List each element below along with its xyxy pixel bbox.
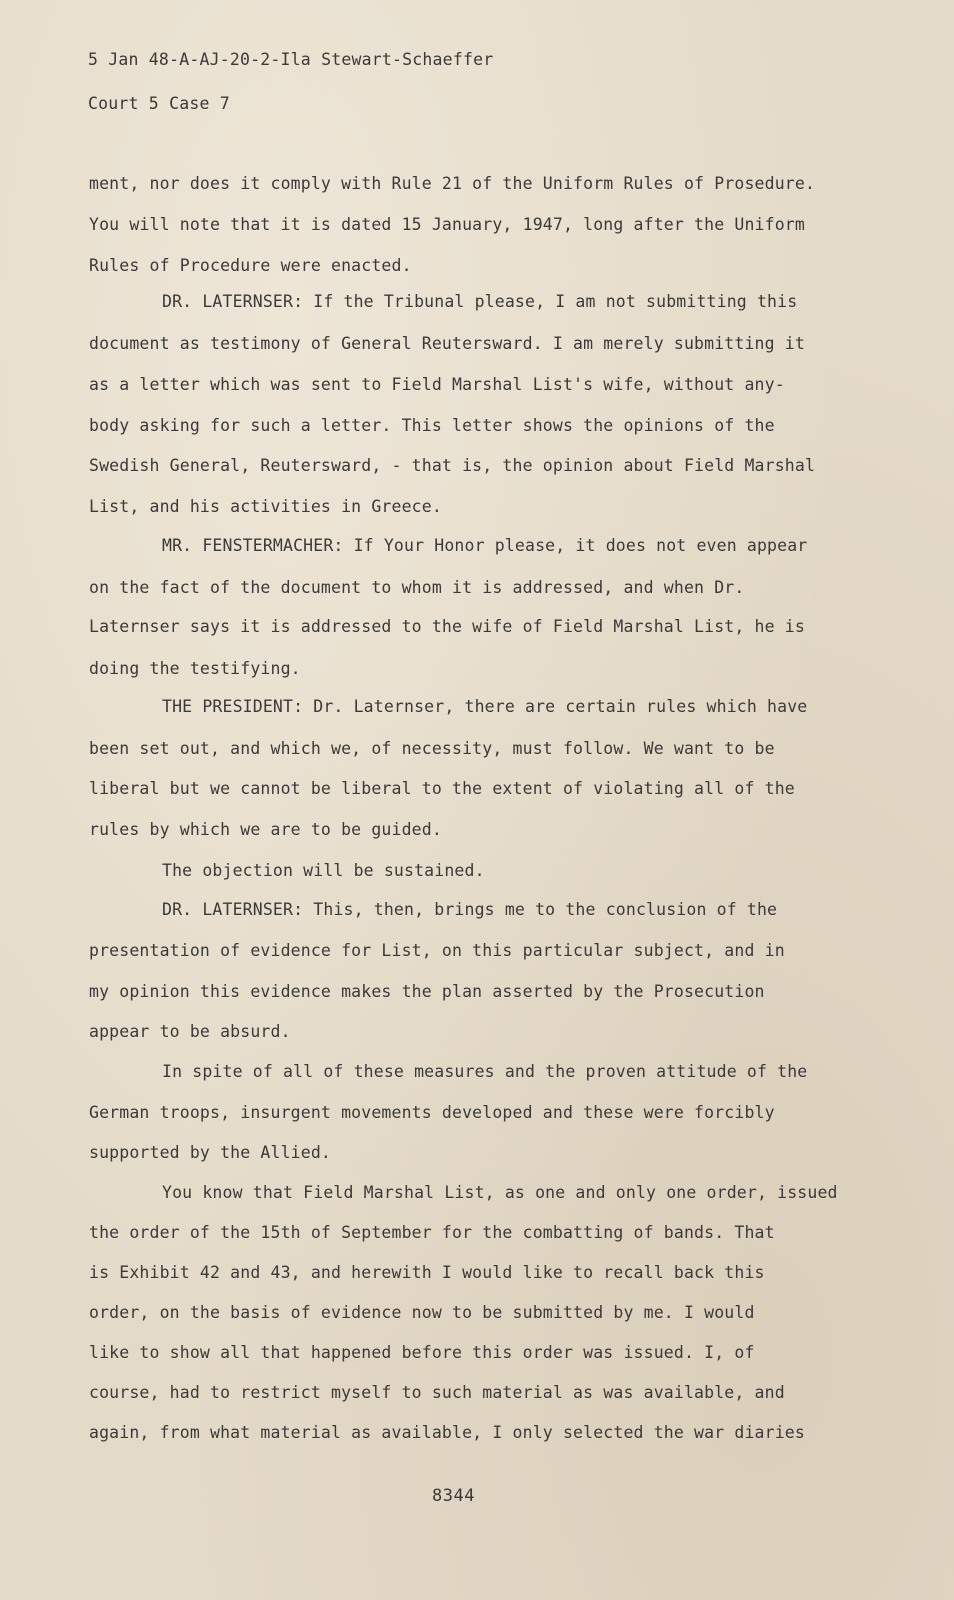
transcript-line: document as testimony of General Reutersward. I am merely submitting it (89, 334, 805, 353)
transcript-line: DR. LATERNSER: If the Tribunal please, I am not submitting this (162, 292, 798, 311)
transcript-line: The objection will be sustained. (162, 861, 485, 880)
transcript-line: liberal but we cannot be liberal to the extent of violating all of the (89, 779, 795, 798)
page-number: 8344 (432, 1486, 475, 1506)
transcript-line: THE PRESIDENT: Dr. Laternser, there are certain rules which have (162, 697, 808, 716)
transcript-line: body asking for such a letter. This letter shows the opinions of the (89, 416, 775, 435)
transcript-line: Laternser says it is addressed to the wife of Field Marshal List, he is (89, 617, 805, 636)
header-court-case: Court 5 Case 7 (88, 94, 230, 113)
transcript-line: again, from what material as available, I only selected the war diaries (89, 1423, 805, 1442)
transcript-line: DR. LATERNSER: This, then, brings me to the conclusion of the (162, 900, 778, 919)
transcript-line: MR. FENSTERMACHER: If Your Honor please, it does not even appear (162, 536, 808, 555)
transcript-line: Swedish General, Reutersward, - that is, the opinion about Field Marshal (89, 456, 816, 475)
transcript-line: You know that Field Marshal List, as one and only one order, issued (162, 1183, 838, 1202)
header-reference: 5 Jan 48-A-AJ-20-2-Ila Stewart-Schaeffer (88, 50, 494, 69)
transcript-line: rules by which we are to be guided. (89, 820, 442, 839)
transcript-line: appear to be absurd. (89, 1022, 291, 1041)
transcript-line: course, had to restrict myself to such material as was available, and (89, 1383, 785, 1402)
transcript-line: List, and his activities in Greece. (89, 497, 442, 516)
transcript-line: is Exhibit 42 and 43, and herewith I would like to recall back this (89, 1263, 765, 1282)
transcript-line: ment, nor does it comply with Rule 21 of the Uniform Rules of Prosedure. (89, 174, 816, 193)
transcript-line: order, on the basis of evidence now to be submitted by me. I would (89, 1303, 755, 1322)
transcript-line: on the fact of the document to whom it is addressed, and when Dr. (89, 578, 745, 597)
transcript-line: my opinion this evidence makes the plan asserted by the Prosecution (89, 982, 765, 1001)
transcript-line: like to show all that happened before this order was issued. I, of (89, 1343, 755, 1362)
transcript-line: the order of the 15th of September for the combatting of bands. That (89, 1223, 775, 1242)
transcript-line: presentation of evidence for List, on this particular subject, and in (89, 941, 785, 960)
transcript-line: supported by the Allied. (89, 1143, 332, 1162)
transcript-line: doing the testifying. (89, 659, 301, 678)
transcript-line: You will note that it is dated 15 January, 1947, long after the Uniform (89, 215, 805, 234)
transcript-line: Rules of Procedure were enacted. (89, 256, 412, 275)
transcript-line: German troops, insurgent movements developed and these were forcibly (89, 1103, 775, 1122)
transcript-line: been set out, and which we, of necessity, must follow. We want to be (89, 739, 775, 758)
transcript-line: In spite of all of these measures and the proven attitude of the (162, 1062, 808, 1081)
transcript-line: as a letter which was sent to Field Marshal List's wife, without any- (89, 375, 785, 394)
